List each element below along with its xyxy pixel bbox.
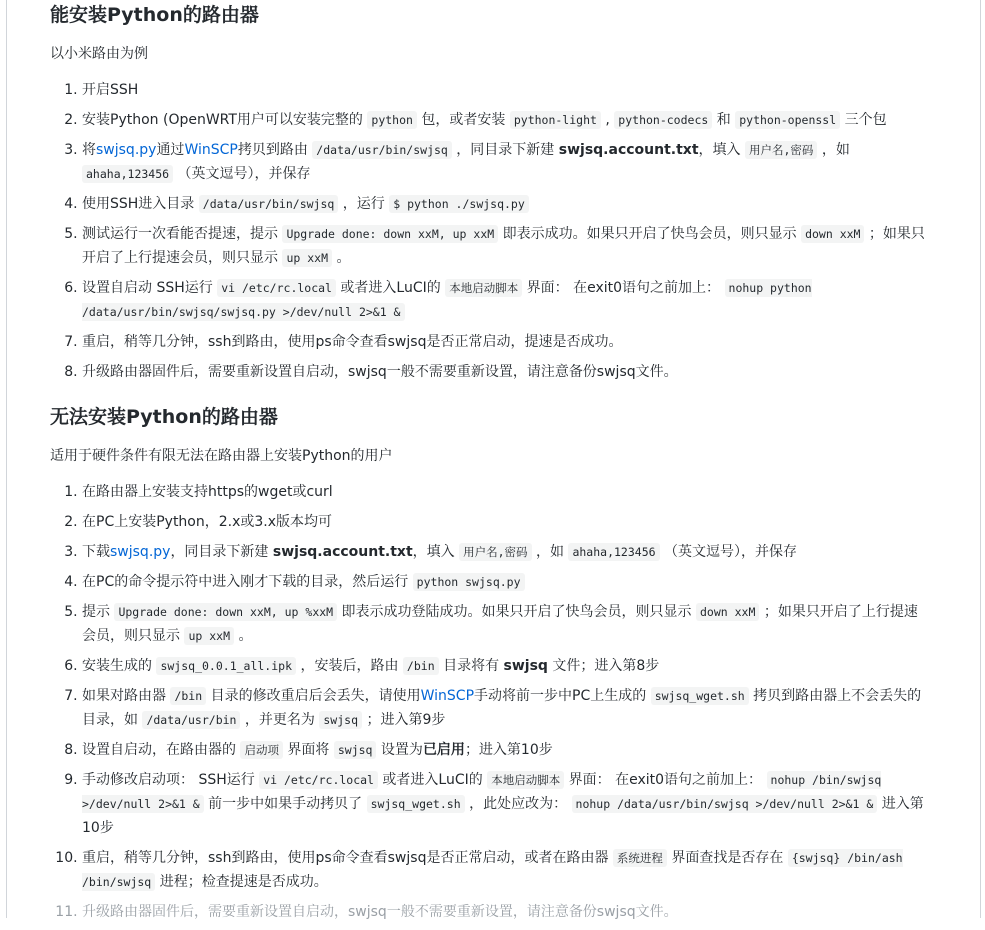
inline-code: up xxM — [282, 249, 332, 267]
inline-code: 系统进程 — [613, 849, 667, 867]
list-item: 3. 下载swjsq.py，同目录下新建 swjsq.account.txt，填入 用户名,密码 ，如 ahaha,123456 （英文逗号），并保存 — [82, 540, 930, 564]
inline-code: /data/usr/bin/swjsq — [199, 195, 339, 213]
inline-code: nohup /bin/swjsq >/dev/null 2>&1 & — [82, 773, 882, 811]
readme-content — [50, 0, 930, 930]
list-item: 7. 如果对路由器 /bin 目录的修改重启后会丢失，请使用WinSCP手动将前一步中PC上生成的 swjsq_wget.sh 拷贝到路由器上不会丢失的目录，如 /data/usr/bin ，并更名为 swjsq ；进入第9步 — [82, 684, 930, 732]
list-item: 10. 重启，稍等几分钟，ssh到路由，使用ps命令查看swjsq是否正常启动，或者在路由器 系统进程 界面查找是否存在 {swjsq} /bin/ash /bin/swjsq 进程；检查提速是否成功。 — [82, 846, 930, 894]
list-item: 6. 设置自启动 SSH运行 vi /etc/rc.local 或者进入LuCI的 本地启动脚本 界面： 在exit0语句之前加上： nohup python /data/usr/bin/swjsq/swjsq.py >/dev/null 2>&1 & — [82, 276, 930, 324]
inline-code: python — [367, 111, 417, 129]
section-heading-python: 能安装Python的路由器 — [50, 4, 259, 26]
bold-status: 已启用 — [422, 742, 465, 758]
inline-code: /bin — [170, 687, 206, 705]
inline-code: {swjsq} /bin/ash /bin/swjsq — [82, 851, 903, 889]
inline-code: 用户名,密码 — [745, 141, 817, 159]
list-item: 4. 使用SSH进入目录 /data/usr/bin/swjsq ，运行 $ python ./swjsq.py — [82, 192, 930, 216]
inline-code: nohup /data/usr/bin/swjsq >/dev/null 2>&1 & — [572, 795, 878, 813]
inline-code: up xxM — [184, 627, 234, 645]
inline-code: 本地启动脚本 — [487, 771, 564, 789]
inline-code: ahaha,123456 — [82, 165, 173, 183]
steps-list-no-python — [50, 480, 930, 924]
inline-code: python-codecs — [614, 111, 712, 129]
inline-code: vi /etc/rc.local — [217, 279, 336, 297]
inline-code: /bin — [403, 657, 439, 675]
list-item: 6. 安装生成的 swjsq_0.0.1_all.ipk ，安装后，路由 /bin 目录将有 swjsq 文件；进入第8步 — [82, 654, 930, 678]
bold-filename: swjsq — [503, 658, 548, 674]
list-item: 5. 测试运行一次看能否提速，提示 Upgrade done: down xxM, up xxM 即表示成功。如果只开启了快鸟会员，则只显示 down xxM ；如果只开启了上行提速会员，则只显示 up xxM 。 — [82, 222, 930, 270]
steps-list-python — [50, 78, 930, 384]
list-item: 5. 提示 Upgrade done: down xxM, up %xxM 即表示成功登陆成功。如果只开启了快鸟会员，则只显示 down xxM ；如果只开启了上行提速会员，则只显示 up xxM 。 — [82, 600, 930, 648]
inline-code: swjsq_wget.sh — [651, 687, 749, 705]
inline-code: ahaha,123456 — [568, 543, 659, 561]
inline-code: python-openssl — [735, 111, 840, 129]
inline-code: Upgrade done: down xxM, up %xxM — [114, 603, 337, 621]
winscp-link[interactable]: WinSCP — [420, 688, 475, 704]
inline-code: swjsq_0.0.1_all.ipk — [156, 657, 296, 675]
inline-code: swjsq_wget.sh — [367, 795, 465, 813]
list-item: 2. 安装Python (OpenWRT用户可以安装完整的 python 包，或者安装 python-light , python-codecs 和 python-openssl 三个包 — [82, 108, 930, 132]
inline-code: /data/usr/bin/swjsq — [312, 141, 452, 159]
list-item: 7. 重启，稍等几分钟，ssh到路由，使用ps命令查看swjsq是否正常启动，提速是否成功。 — [82, 330, 930, 354]
inline-code: 本地启动脚本 — [445, 279, 522, 297]
list-item: 8. 设置自启动，在路由器的 启动项 界面将 swjsq 设置为已启用；进入第10步 — [82, 738, 930, 762]
inline-code: Upgrade done: down xxM, up xxM — [282, 225, 498, 243]
list-item: 4. 在PC的命令提示符中进入刚才下载的目录，然后运行 python swjsq.py — [82, 570, 930, 594]
bold-filename: swjsq.account.txt — [558, 142, 699, 158]
section-no-python — [50, 402, 930, 924]
list-item: 1. 开启SSH — [82, 78, 930, 102]
list-item: 8. 升级路由器固件后，需要重新设置自启动，swjsq一般不需要重新设置，请注意备份swjsq文件。 — [82, 360, 930, 384]
section-lead: 适用于硬件条件有限无法在路由器上安装Python的用户 — [50, 448, 393, 464]
inline-code: /data/usr/bin — [142, 711, 240, 729]
list-item: 2. 在PC上安装Python，2.x或3.x版本均可 — [82, 510, 930, 534]
list-item: 11. 升级路由器固件后，需要重新设置自启动，swjsq一般不需要重新设置，请注意备份swjsq文件。 — [82, 900, 930, 924]
list-item: 3. 将swjsq.py通过WinSCP拷贝到路由 /data/usr/bin/swjsq ，同目录下新建 swjsq.account.txt，填入 用户名,密码 ，如 ahaha,123456 （英文逗号），并保存 — [82, 138, 930, 186]
inline-code: swjsq — [334, 741, 377, 759]
section-lead: 以小米路由为例 — [50, 46, 148, 62]
swjsq-link[interactable]: swjsq.py — [96, 142, 157, 158]
inline-code: down xxM — [801, 225, 864, 243]
inline-code: vi /etc/rc.local — [259, 771, 378, 789]
inline-code: python-light — [510, 111, 601, 129]
bold-filename: swjsq.account.txt — [272, 544, 413, 560]
inline-code: $ python ./swjsq.py — [389, 195, 529, 213]
inline-code: 启动项 — [240, 741, 283, 759]
section-heading-no-python: 无法安装Python的路由器 — [50, 406, 278, 428]
list-item: 9. 手动修改启动项： SSH运行 vi /etc/rc.local 或者进入LuCI的 本地启动脚本 界面： 在exit0语句之前加上： nohup /bin/swjsq >/dev/null 2>&1 & 前一步中如果手动拷贝了 swjsq_wget.sh ，此处应改为： nohup /data/usr/bin/swjsq >/dev/null 2>&1 & 进入第10步 — [82, 768, 930, 840]
inline-code: nohup python /data/usr/bin/swjsq/swjsq.py >/dev/null 2>&1 & — [82, 281, 812, 319]
swjsq-link[interactable]: swjsq.py — [110, 544, 171, 560]
list-item: 1. 在路由器上安装支持https的wget或curl — [82, 480, 930, 504]
inline-code: down xxM — [696, 603, 759, 621]
inline-code: 用户名,密码 — [459, 543, 531, 561]
inline-code: python swjsq.py — [413, 573, 525, 591]
inline-code: swjsq — [319, 711, 362, 729]
winscp-link[interactable]: WinSCP — [184, 142, 238, 158]
